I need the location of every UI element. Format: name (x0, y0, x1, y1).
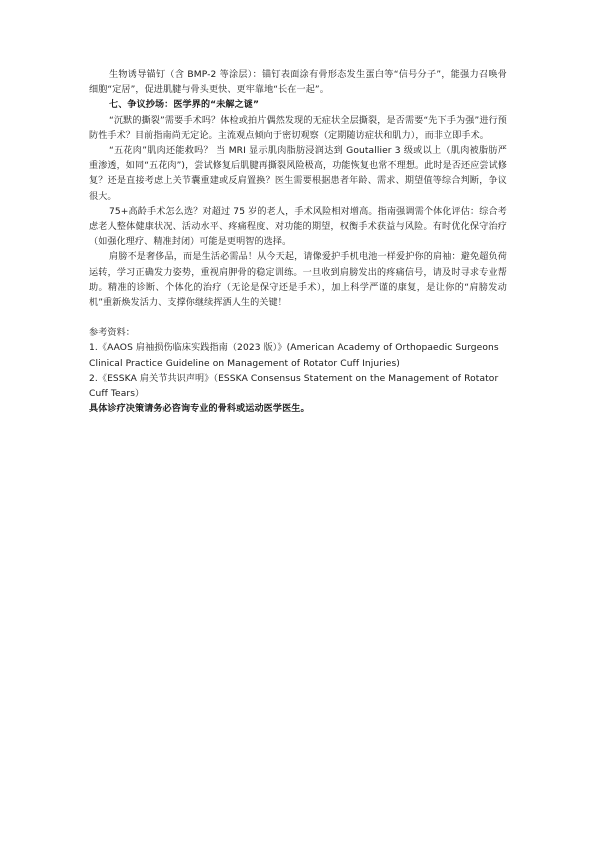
paragraph-silent-tear: “沉默的撕裂”需要手术吗？体检或拍片偶然发现的无症状全层撕裂，是否需要“先下手为强”进行预防性手术？目前指南尚无定论。主流观点倾向于密切观察（定期随访症状和肌力），而非立即手术。 (89, 115, 507, 141)
disclaimer-note: 具体诊疗决策请务必咨询专业的骨科或运动医学医生。 (89, 404, 310, 415)
paragraph-fatty-muscle: “五花肉”肌肉还能救吗？ 当 MRI 显示肌肉脂肪浸润达到 Goutallier 3 级或以上（肌肉被脂肪严重渗透，如同“五花肉”)，尝试修复后肌腱再撕裂风险极高，功能恢复也常不理想。此时是否还应尝试修复？还是直接考虑上关节囊重建或反肩置换？医生需要根据患者年龄、需求、期望值等综合判断，争议很大。 (89, 146, 507, 202)
paragraph-bio-anchor: 生物诱导锚钉（含 BMP-2 等涂层）：锚钉表面涂有骨形态发生蛋白等“信号分子”，能强力召唤骨细胞“定居”，促进肌腱与骨头更快、更牢靠地“长在一起”。 (89, 70, 507, 96)
paragraph-elderly-surgery: 75+高龄手术怎么选？对超过 75 岁的老人，手术风险相对增高。指南强调需个体化评估：综合考虑老人整体健康状况、活动水平、疼痛程度、对功能的期望，权衡手术获益与风险。有时优化保守治疗（如强化理疗、精准封闭）可能是更明智的选择。 (89, 206, 507, 248)
section-heading-controversies: 七、争议抄场：医学界的“未解之谜” (109, 100, 260, 111)
references-title: 参考资料： (89, 328, 135, 339)
reference-item-1: 1.《AAOS 肩袖损伤临床实践指南（2023 版）》(American Academy of Orthopaedic Surgeons Clinical Practice Guideline on Management of Rotator Cuff Injuries) (89, 343, 499, 369)
document-body (89, 68, 507, 417)
spacer (89, 311, 507, 326)
paragraph-closing: 肩膀不是奢侈品，而是生活必需品！从今天起，请像爱护手机电池一样爱护你的肩袖：避免超负荷运转，学习正确发力姿势，重视肩胛骨的稳定训练。一旦收到肩膀发出的疼痛信号，请及时寻求专业帮助。精准的诊断、个体化的治疗（无论是保守还是手术），加上科学严谨的康复，是让你的“肩膀发动机”重新焕发活力、支撑你继续挥洒人生的关键！ (89, 252, 507, 309)
reference-item-2: 2.《ESSKA 肩关节共识声明》（ESSKA Consensus Statement on the Management of Rotator Cuff Tears） (89, 373, 499, 400)
